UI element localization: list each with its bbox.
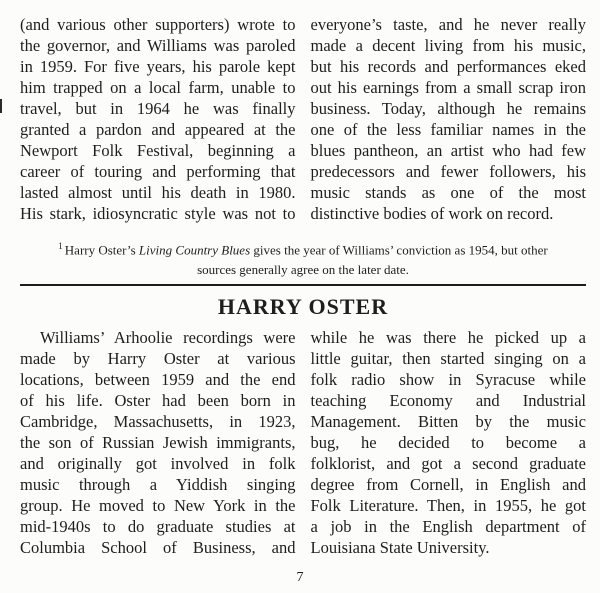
text-line: made by Harry Oster at various	[20, 349, 296, 369]
text-line: career of touring and performing that	[20, 162, 296, 181]
text-line: (and various other supporters) wrote to	[20, 15, 296, 34]
text-line: teaching Economy and Industrial	[310, 391, 586, 411]
section-heading: HARRY OSTER	[217, 294, 389, 320]
text-line: made a decent living from his music,	[310, 36, 586, 55]
text-line: everyone’s taste, and he never really	[310, 15, 586, 34]
text-line: locations, between 1959 and the end	[20, 370, 296, 390]
williams-section	[20, 14, 586, 224]
text-line: bug, he decided to become a	[310, 433, 586, 453]
text-line: business. Today, although he remains	[310, 99, 586, 118]
text-line: of his life. Oster had been born in	[20, 391, 296, 411]
text-line: while he was there he picked up a	[310, 328, 586, 348]
text-line: folklorist, and got a second graduate	[310, 454, 586, 474]
text-line: music through a Yiddish singing	[20, 475, 296, 495]
williams-left-column	[20, 14, 296, 224]
page-number: 7	[296, 570, 304, 585]
text-line: folk radio show in Syracuse while	[310, 370, 586, 390]
text-line: the son of Russian Jewish immigrants,	[20, 433, 296, 453]
text-line: a job in the English department of	[310, 517, 586, 537]
text-line: him trapped on a local farm, unable to	[20, 78, 296, 97]
text-line: distinctive bodies of work on record.	[310, 204, 554, 223]
text-line: Cambridge, Massachusetts, in 1923,	[20, 412, 296, 432]
williams-right-column	[311, 14, 587, 224]
text-line: Newport Folk Festival, beginning a	[20, 141, 296, 160]
text-line: Louisiana State University.	[310, 538, 490, 558]
text-line: mid-1940s to do graduate studies at	[20, 517, 296, 537]
text-line: music stands as one of the most	[310, 183, 586, 202]
text-line: but his records and performances eked	[310, 57, 586, 76]
section-divider-rule	[20, 284, 586, 286]
text-line: travel, but in 1964 he was finally	[20, 99, 296, 118]
footnote	[20, 236, 586, 280]
text-line: Folk Literature. Then, in 1955, he got	[310, 496, 586, 516]
oster-left-column	[20, 327, 296, 558]
oster-section	[20, 327, 586, 558]
text-line: in 1959. For five years, his parole kept	[20, 57, 296, 76]
text-line: His stark, idiosyncratic style was not to	[20, 204, 296, 223]
footnote-text-rest: gives the year of Williams’ conviction as 1954, but other	[250, 242, 548, 258]
text-line: blues pantheon, an artist who had few	[310, 141, 586, 160]
oster-right-column	[311, 327, 587, 558]
footnote-marker: 1	[58, 241, 63, 251]
footnote-line-1	[20, 236, 586, 260]
scan-artifact-left-edge	[0, 99, 2, 113]
text-line: predecessors and fewer followers, his	[310, 162, 586, 181]
text-line: Management. Bitten by the music	[310, 412, 586, 432]
text-line: Columbia School of Business, and	[20, 538, 296, 558]
footnote-book-title: Living Country Blues	[138, 242, 251, 258]
text-line: Williams’ Arhoolie recordings were	[40, 328, 296, 348]
text-line: the governor, and Williams was paroled	[20, 36, 296, 55]
text-line: granted a pardon and appeared at the	[20, 120, 296, 139]
text-line: out his earnings from a small scrap iron	[310, 78, 586, 97]
text-line: one of the less familiar names in the	[310, 120, 586, 139]
text-line: degree from Cornell, in English and	[310, 475, 586, 495]
text-line: little guitar, then started singing on a	[310, 349, 586, 369]
text-line: group. He moved to New York in the	[20, 496, 296, 516]
footnote-text-lead: Harry Oster’s	[64, 242, 139, 258]
text-line: and originally got involved in folk	[20, 454, 296, 474]
footnote-line-2: sources generally agree on the later date.	[197, 262, 409, 278]
text-line: lasted almost until his death in 1980.	[20, 183, 296, 202]
